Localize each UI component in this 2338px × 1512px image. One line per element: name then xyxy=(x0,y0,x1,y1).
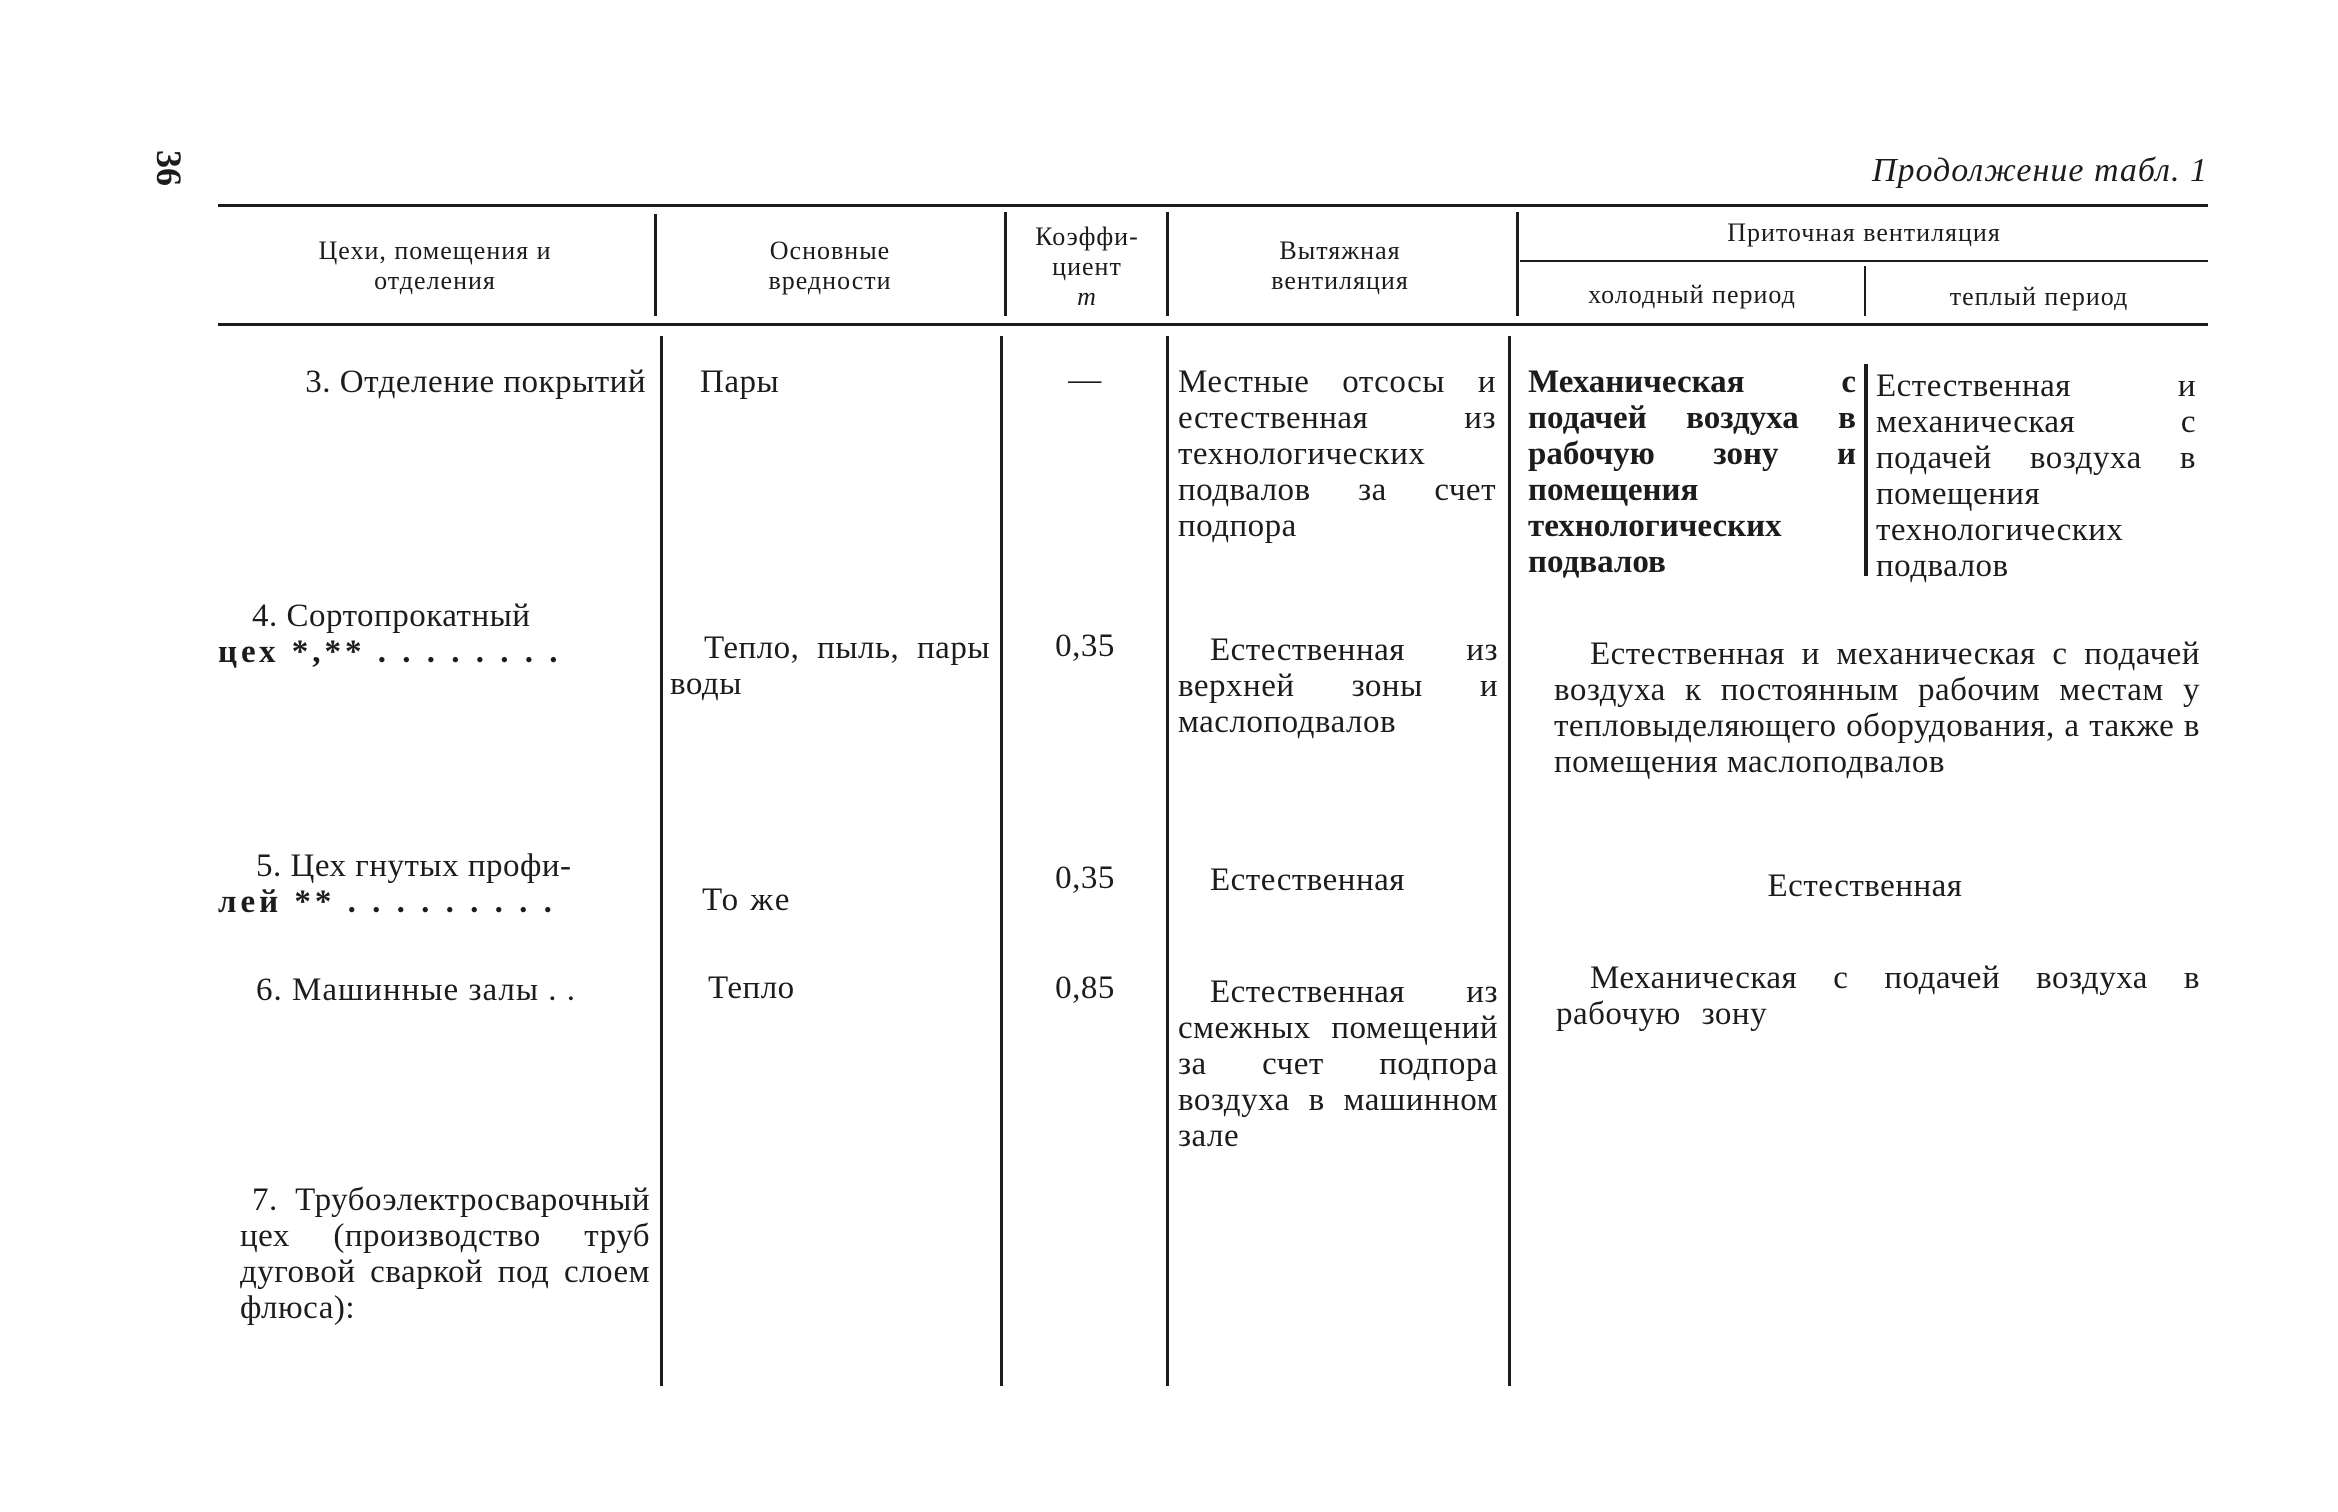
header-divider-5 xyxy=(1864,266,1866,316)
row-7-name: 7. Трубоэлектросварочный цех (производство труб дуговой сваркой под слоем флюса): xyxy=(240,1182,650,1326)
column-rule-3 xyxy=(1166,336,1169,1386)
row-3-hazards: Пары xyxy=(700,364,780,400)
header-coefficient-symbol: m xyxy=(1077,282,1097,311)
header-coefficient xyxy=(1012,222,1162,312)
header-hazards: Основные вредности xyxy=(768,236,892,295)
header-bottom-rule xyxy=(218,323,2208,326)
row-5-name-line2: лей ** . . . . . . . . . xyxy=(218,884,556,920)
header-divider-2 xyxy=(1004,212,1007,316)
row-3-name: 3. Отделение покрытий xyxy=(305,364,646,400)
row-5-hazards: То же xyxy=(702,882,792,918)
row-5-supply: Естественная xyxy=(1767,868,1963,904)
header-divider-3 xyxy=(1166,212,1169,316)
row-6-name: 6. Машинные залы . . xyxy=(256,972,577,1008)
row-4-coefficient: 0,35 xyxy=(1055,628,1115,664)
row-4-name-line2: цех *,** . . . . . . . . xyxy=(218,634,562,670)
header-supply-cold: холодный период xyxy=(1588,280,1796,309)
row-6-hazards: Тепло xyxy=(708,970,795,1006)
row-3-supply-cold: Механическая с подачей воздуха в рабочую зону и помещения технологических подвалов xyxy=(1528,364,1856,580)
column-rule-5 xyxy=(1864,364,1868,576)
header-divider-1 xyxy=(654,214,657,316)
row-4-supply: Естественная и механическая с подачей воздуха к постоянным рабочим местам у тепловыделяющего оборудования, а также в помещения маслоподвалов xyxy=(1554,636,2200,780)
row-4-hazards: Тепло, пыль, пары воды xyxy=(670,630,990,702)
header-supply-warm: теплый период xyxy=(1949,282,2129,311)
column-rule-4 xyxy=(1508,336,1511,1386)
row-3-supply-warm: Естественная и механическая с подачей воздуха в помещения технологических подвалов xyxy=(1876,368,2196,584)
row-3-coefficient: — xyxy=(1068,362,1102,398)
row-6-exhaust: Естественная из смежных помещений за счет подпора воздуха в машинном зале xyxy=(1178,974,1498,1154)
row-6-supply: Механическая с подачей воздуха в рабочую зону xyxy=(1556,960,2200,1032)
table-continuation-caption: Продолжение табл. 1 xyxy=(1871,152,2208,189)
row-5-name-line1: 5. Цех гнутых профи- xyxy=(256,848,572,884)
row-5-coefficient: 0,35 xyxy=(1055,860,1115,896)
header-supply-group: Приточная вентиляция xyxy=(1727,218,2001,247)
row-3-exhaust: Местные отсосы и естественная из технологических подвалов за счет подпора xyxy=(1178,364,1496,544)
column-rule-2 xyxy=(1000,336,1003,1386)
supply-subheader-rule xyxy=(1520,260,2208,262)
header-divider-4 xyxy=(1516,212,1519,316)
row-5-exhaust: Естественная xyxy=(1210,862,1405,898)
table-top-rule xyxy=(218,204,2208,207)
column-rule-1 xyxy=(660,336,663,1386)
header-departments: Цехи, помещения и отделения xyxy=(318,236,552,295)
page-number: 36 xyxy=(149,150,189,186)
row-4-name-line1: 4. Сортопрокатный xyxy=(252,598,531,634)
header-exhaust: Вытяжная вентиляция xyxy=(1271,236,1409,295)
row-6-coefficient: 0,85 xyxy=(1055,970,1115,1006)
row-4-exhaust: Естественная из верхней зоны и маслоподвалов xyxy=(1178,632,1498,740)
header-coefficient-label: Коэффи-циент xyxy=(1035,222,1139,281)
